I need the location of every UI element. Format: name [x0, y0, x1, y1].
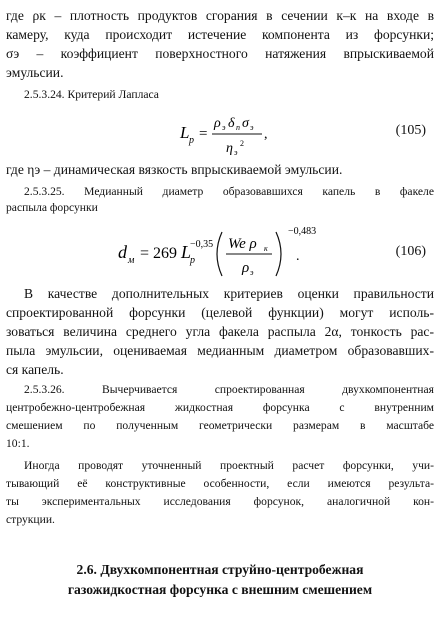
svg-text:d: d: [118, 242, 127, 262]
paragraph-line: смешением по полученным геометрически размерам в масштабе: [6, 419, 434, 432]
svg-text:ρ: ρ: [242, 260, 250, 276]
equation-number: (105): [395, 123, 426, 138]
svg-text:п: п: [236, 123, 240, 132]
svg-text:σ: σ: [242, 116, 249, 131]
section-heading-line1: 2.6. Двухкомпонентная струйно-центробежная: [76, 562, 364, 577]
paragraph-line: 10:1.: [6, 437, 30, 450]
svg-text:ρ: ρ: [214, 116, 221, 131]
paragraph-line: где ηэ – динамическая вязкость впрыскиваемой эмульсии.: [6, 162, 343, 177]
paragraph-line: центробежно-центробежная жидкостная форсунка с внутренним: [6, 401, 434, 414]
svg-text:э: э: [234, 148, 238, 157]
paragraph-line: Иногда проводят уточненный проектный расчет форсунки, учи-: [24, 459, 434, 472]
paragraph-line: ты экспериментальных исследования форсунок, аналогичной кон-: [6, 495, 434, 508]
svg-text:к: к: [264, 244, 268, 253]
laplace-criterion-title: 2.5.3.24. Критерий Лапласа: [24, 88, 159, 101]
svg-text:η: η: [226, 141, 233, 156]
paragraph-line: спроектированной форсунки (целевой функции) могут исполь-: [6, 305, 434, 320]
median-diameter-title-cont: распыла форсунки: [6, 201, 98, 214]
svg-text:э: э: [250, 268, 254, 277]
svg-text:L: L: [181, 242, 192, 262]
formula-106: [0, 222, 440, 280]
paragraph-line: 2.5.3.26. Вычерчивается спроектированная двухкомпонентная: [24, 383, 434, 396]
svg-text:−0,35: −0,35: [190, 239, 214, 250]
svg-text:p: p: [190, 255, 195, 266]
formula-105: [0, 110, 440, 158]
formula-106-svg: [0, 222, 440, 280]
svg-text:We ρ: We ρ: [228, 236, 257, 252]
svg-text:.: .: [296, 249, 300, 264]
paragraph-line: ся капель.: [6, 362, 64, 377]
svg-text:p: p: [189, 135, 194, 146]
svg-text:L: L: [180, 123, 190, 142]
paragraph-line: σэ – коэффициент поверхностного натяжения впрыскиваемой: [6, 46, 434, 61]
paragraph-line: где ρк – плотность продуктов сгорания в сечении к–к на входе в: [6, 8, 434, 23]
paragraph-line: эмульсии.: [6, 65, 64, 80]
svg-text:−0,483: −0,483: [288, 226, 317, 237]
svg-text:= 269: = 269: [140, 245, 178, 262]
paragraph-line: В качестве дополнительных критериев оценки правильности: [24, 286, 434, 301]
svg-text:2: 2: [240, 139, 244, 148]
formula-105-svg: [0, 110, 440, 158]
svg-text:э: э: [222, 123, 226, 132]
svg-text:э: э: [250, 123, 254, 132]
paragraph-line: пыла эмульсии, оцениваемая медианным диаметром образовавших-: [6, 343, 434, 358]
paragraph-line: камеру, куда происходит истечение компонента из форсунки;: [6, 27, 434, 42]
equation-number: (106): [395, 244, 426, 259]
paragraph-line: тывающий её конструктивные особенности, если имеются результа-: [6, 477, 434, 490]
svg-text:=: =: [199, 126, 208, 142]
paragraph-line: зоваться величина среднего угла факела распыла 2α, тонкость рас-: [6, 324, 434, 339]
svg-text:δ: δ: [228, 116, 235, 131]
svg-text:м: м: [128, 255, 135, 266]
median-diameter-title: 2.5.3.25. Медианный диаметр образовавшихся капель в факеле: [24, 185, 434, 198]
svg-text:,: ,: [264, 127, 268, 142]
section-heading-line2: газожидкостная форсунка с внешним смешением: [67, 582, 373, 597]
paragraph-line: струкции.: [6, 513, 55, 526]
